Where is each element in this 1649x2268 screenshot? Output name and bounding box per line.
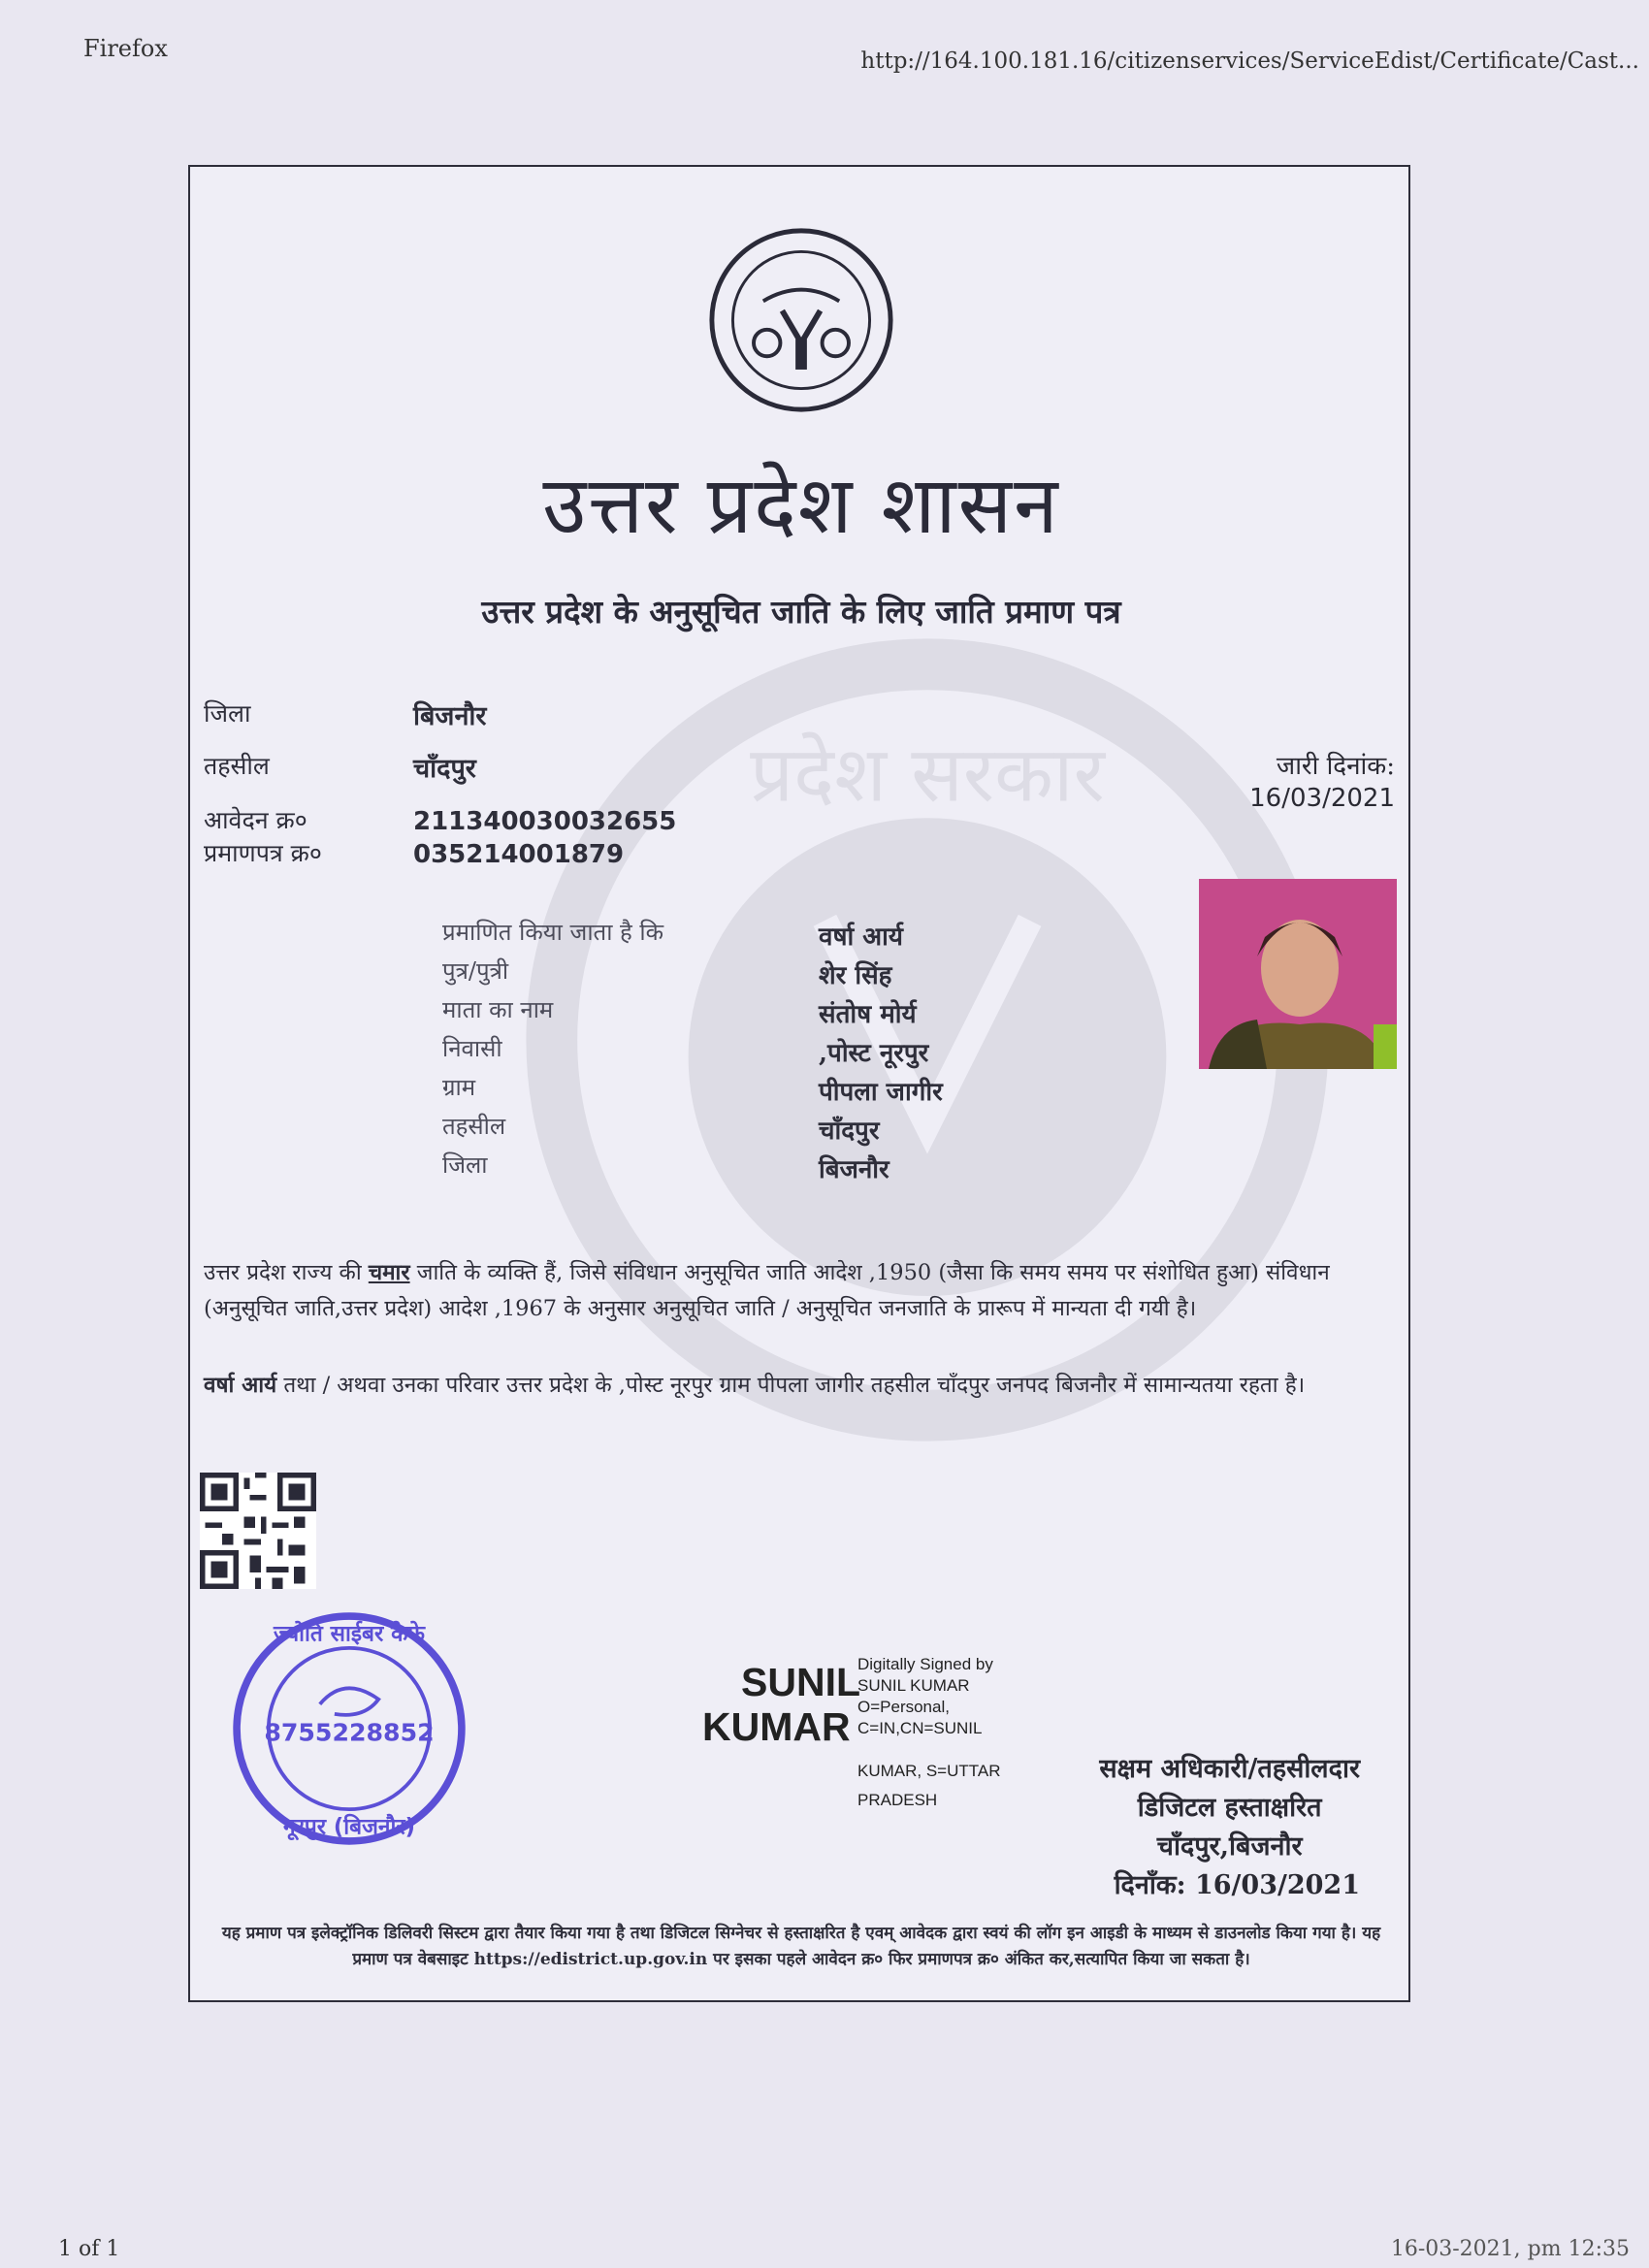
- detail-label: माता का नाम: [442, 996, 554, 1023]
- watermark-text: प्रदेश सरकार: [750, 729, 1105, 820]
- print-timestamp: 16-03-2021, pm 12:35: [1390, 2237, 1630, 2261]
- tehsil-value: चाँदपुर: [413, 754, 476, 784]
- issuing-officer: [1099, 1750, 1360, 1905]
- qr-code: [200, 1473, 316, 1589]
- applicant-photo: [1199, 879, 1397, 1069]
- signature-detail-line: PRADESH: [857, 1791, 938, 1809]
- print-footer: [0, 2237, 1649, 2266]
- signer-name-line2: KUMAR: [702, 1704, 851, 1749]
- issue-date-value: 16/03/2021: [1249, 784, 1395, 813]
- signature-detail-line: Digitally Signed by: [857, 1655, 993, 1673]
- application-no-value: 211340030032655: [413, 807, 677, 836]
- detail-label: प्रमाणित किया जाता है कि: [442, 919, 664, 946]
- detail-label: निवासी: [442, 1035, 502, 1062]
- detail-value: ,पोस्ट नूरपुर: [819, 1039, 929, 1068]
- signature-detail-line: KUMAR, S=UTTAR: [857, 1762, 1001, 1780]
- certificate-no-label: प्रमाणपत्र क्र०: [204, 839, 322, 867]
- detail-label: ग्राम: [442, 1074, 476, 1101]
- certificate: [188, 165, 1410, 2002]
- certificate-no-value: 035214001879: [413, 840, 625, 869]
- browser-name: Firefox: [83, 35, 168, 62]
- detail-value: संतोष मोर्य: [819, 1000, 917, 1029]
- detail-value: पीपला जागीर: [819, 1078, 943, 1107]
- seal-text-bottom: नूरपुर (बिजनौर): [283, 1814, 415, 1840]
- officer-digital-signed: डिजिटल हस्ताक्षरित: [1137, 1793, 1322, 1823]
- officer-date: दिनाँक: 16/03/2021: [1114, 1870, 1360, 1900]
- signature-detail-line: O=Personal,: [857, 1698, 950, 1716]
- caste-statement: [204, 1255, 1397, 1327]
- district-value: बिजनौर: [413, 701, 487, 731]
- up-govt-emblem: [706, 225, 896, 415]
- issue-date-label: जारी दिनांक:: [1276, 752, 1395, 781]
- digital-signature: [702, 1654, 1013, 1829]
- signature-detail-line: C=IN,CN=SUNIL: [857, 1719, 983, 1737]
- detail-value: चाँदपुर: [819, 1117, 880, 1146]
- detail-value: शेर सिंह: [819, 961, 892, 990]
- para2-rest: तथा / अथवा उनका परिवार उत्तर प्रदेश के ,पोस्ट नूरपुर ग्राम पीपला जागीर तहसील चाँदपुर जनपद बिजनौर में सामान्यतया रहता है।: [283, 1373, 1306, 1398]
- signature-details-cont: [857, 1757, 1001, 1815]
- tehsil-label: तहसील: [204, 752, 270, 780]
- cyber-cafe-seal: [227, 1606, 471, 1851]
- signer-name-line1: SUNIL: [741, 1660, 860, 1704]
- para2-name: वर्षा आर्य: [204, 1373, 277, 1398]
- signature-detail-line: SUNIL KUMAR: [857, 1676, 970, 1695]
- para1-rest: जाति के व्यक्ति हैं, जिसे संविधान अनुसूचित जाति आदेश ,1950 (जैसा कि समय समय पर संशोधित हुआ) संविधान (अनुसूचित जाति,उत्तर प्रदेश) आदेश ,1967 के अनुसार अनुसूचित जाति / अनुसूचित जनजाति के प्रारूप में मान्यता दी गयी है।: [204, 1260, 1330, 1321]
- seal-phone: 8755228852: [264, 1718, 435, 1747]
- district-label: जिला: [204, 699, 251, 728]
- certificate-subtitle: उत्तर प्रदेश के अनुसूचित जाति के लिए जाति प्रमाण पत्र: [481, 593, 1121, 631]
- para1-prefix: उत्तर प्रदेश राज्य की: [204, 1260, 362, 1285]
- officer-location: चाँदपुर,बिजनौर: [1156, 1831, 1303, 1862]
- detail-label: जिला: [442, 1151, 488, 1179]
- officer-designation: सक्षम अधिकारी/तहसीलदार: [1099, 1754, 1360, 1784]
- residence-statement: [204, 1368, 1397, 1404]
- print-header: [0, 35, 1649, 74]
- detail-label: तहसील: [442, 1113, 506, 1140]
- page-url: http://164.100.181.16/citizenservices/ServiceEdist/Certificate/Cast...: [860, 49, 1639, 74]
- detail-value: वर्षा आर्य: [819, 923, 903, 952]
- caste-name: चमार: [368, 1260, 410, 1285]
- page-count: 1 of 1: [58, 2237, 120, 2261]
- verification-note: यह प्रमाण पत्र इलेक्ट्रॉनिक डिलिवरी सिस्टम द्वारा तैयार किया गया है तथा डिजिटल सिग्नेचर से हस्ताक्षरित है एवम् आवेदक द्वारा स्वयं की लॉग इन आइडी के माध्यम से डाउनलोड किया गया है। यह प्रमाण पत्र वेबसाइट https://edistrict.up.gov.in पर इसका पहले आवेदन क्र० फिर प्रमाणपत्र क्र० अंकित कर,सत्यापित किया जा सकता है।: [221, 1924, 1381, 1969]
- application-no-label: आवेदन क्र०: [204, 806, 307, 834]
- certificate-title: उत्तर प्रदेश शासन: [542, 460, 1060, 552]
- detail-value: बिजनौर: [819, 1155, 889, 1184]
- seal-text-top: ज्योति साईबर कैफे: [273, 1621, 426, 1647]
- detail-label: पुत्र/पुत्री: [442, 957, 509, 985]
- signature-details: [857, 1654, 993, 1739]
